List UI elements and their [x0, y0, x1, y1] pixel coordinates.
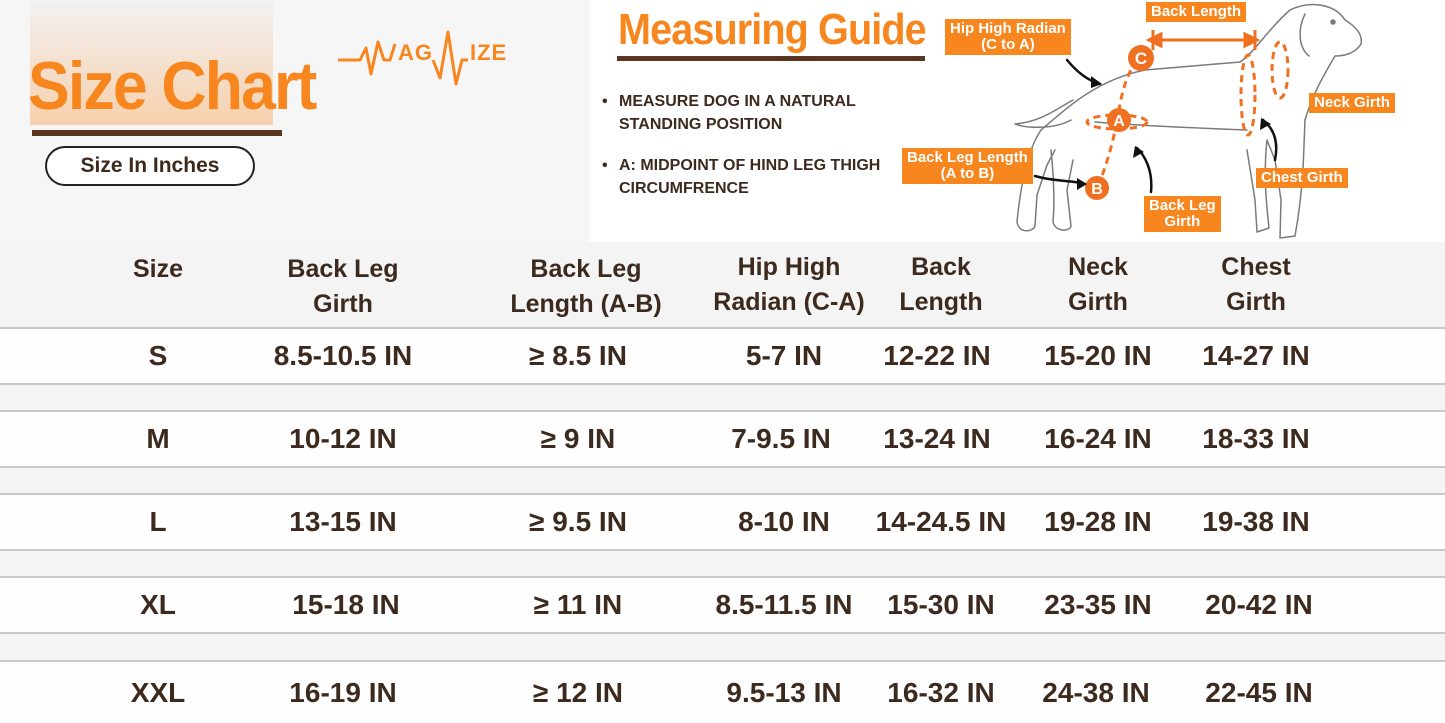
cell-size: S [148, 340, 168, 371]
cell-back-leg-girth: 8.5-10.5 IN [273, 340, 413, 371]
header-hip-high-radian: Hip High Radian (C-A) [713, 253, 865, 316]
header-back-leg-girth: Back Leg Girth [287, 255, 399, 318]
cell-chest-girth: 14-27 IN [1202, 340, 1310, 371]
cell-back-leg-girth: 15-18 IN [292, 589, 400, 620]
guide-title: Measuring Guide [618, 5, 926, 54]
cell-chest-girth: 19-38 IN [1202, 506, 1310, 537]
cell-size: XXL [130, 676, 186, 708]
cell-hip-high-radian: 7-9.5 IN [731, 423, 831, 454]
cell-hip-high-radian: 9.5-13 IN [726, 676, 842, 708]
header-back-length: Back Length [899, 253, 983, 316]
cell-neck-girth: 19-28 IN [1044, 506, 1152, 537]
cell-back-leg-girth: 10-12 IN [289, 423, 397, 454]
cell-back-length: 16-32 IN [887, 676, 995, 708]
cell-back-length: 13-24 IN [883, 423, 991, 454]
cell-neck-girth: 16-24 IN [1044, 423, 1152, 454]
tag-back-length: Back Length [1146, 2, 1246, 22]
unit-label: Size In Inches [45, 146, 255, 186]
page-title: Size Chart [28, 48, 316, 124]
cell-back-leg-length: ≥ 11 IN [533, 589, 623, 620]
point-b-label: B [1091, 181, 1103, 198]
header-chest-girth: Chest Girth [1221, 253, 1291, 316]
cell-neck-girth: 23-35 IN [1044, 589, 1152, 620]
cell-hip-high-radian: 8.5-11.5 IN [715, 589, 853, 620]
tag-neck-girth: Neck Girth [1309, 93, 1395, 113]
table-row [0, 327, 1445, 385]
cell-size: L [149, 506, 167, 537]
cell-back-leg-length: ≥ 12 IN [532, 676, 624, 708]
table-header-row [0, 242, 1445, 328]
tag-back-leg-girth: Back Leg Girth [1144, 196, 1221, 232]
logo-text-left: AG [398, 40, 433, 65]
guide-notes [600, 90, 900, 218]
point-c-label: C [1134, 49, 1148, 68]
cell-size: M [146, 423, 170, 454]
cell-chest-girth: 18-33 IN [1202, 423, 1310, 454]
tag-hip-high-radian: Hip High Radian (C to A) [945, 19, 1071, 55]
guide-note: • A: MIDPOINT OF HIND LEG THIGH CIRCUMFRENCE [600, 154, 900, 200]
cell-back-leg-length: ≥ 9 IN [540, 423, 616, 454]
cell-hip-high-radian: 5-7 IN [745, 340, 823, 371]
size-table [0, 242, 1445, 723]
guide-underline [617, 56, 925, 61]
cell-neck-girth: 24-38 IN [1042, 676, 1150, 708]
cell-chest-girth: 22-45 IN [1205, 676, 1313, 708]
header-size: Size [132, 255, 184, 283]
cell-back-leg-length: ≥ 9.5 IN [529, 506, 627, 537]
table-row [0, 493, 1445, 551]
header-neck-girth: Neck Girth [1068, 253, 1128, 316]
cell-back-leg-length: ≥ 8.5 IN [529, 340, 627, 371]
cell-neck-girth: 15-20 IN [1044, 340, 1152, 371]
tag-back-leg-length: Back Leg Length (A to B) [902, 148, 1033, 184]
point-a-label: A [1113, 113, 1125, 130]
header-back-leg-length: Back Leg Length (A-B) [510, 255, 662, 318]
table-row [0, 576, 1445, 634]
cell-back-length: 14-24.5 IN [875, 506, 1007, 537]
table-row [0, 410, 1445, 468]
tag-chest-girth: Chest Girth [1256, 168, 1348, 188]
cell-chest-girth: 20-42 IN [1205, 589, 1313, 620]
table-row [0, 660, 1445, 723]
brand-logo [338, 26, 523, 96]
title-underline [32, 130, 282, 136]
cell-back-leg-girth: 16-19 IN [289, 676, 397, 708]
cell-back-leg-girth: 13-15 IN [289, 506, 397, 537]
cell-hip-high-radian: 8-10 IN [738, 506, 830, 537]
cell-back-length: 12-22 IN [883, 340, 991, 371]
cell-size: XL [140, 589, 176, 620]
cell-back-length: 15-30 IN [887, 589, 995, 620]
guide-note: • MEASURE DOG IN A NATURAL STANDING POSITION [600, 90, 900, 136]
logo-text-right: IZE [470, 40, 508, 65]
